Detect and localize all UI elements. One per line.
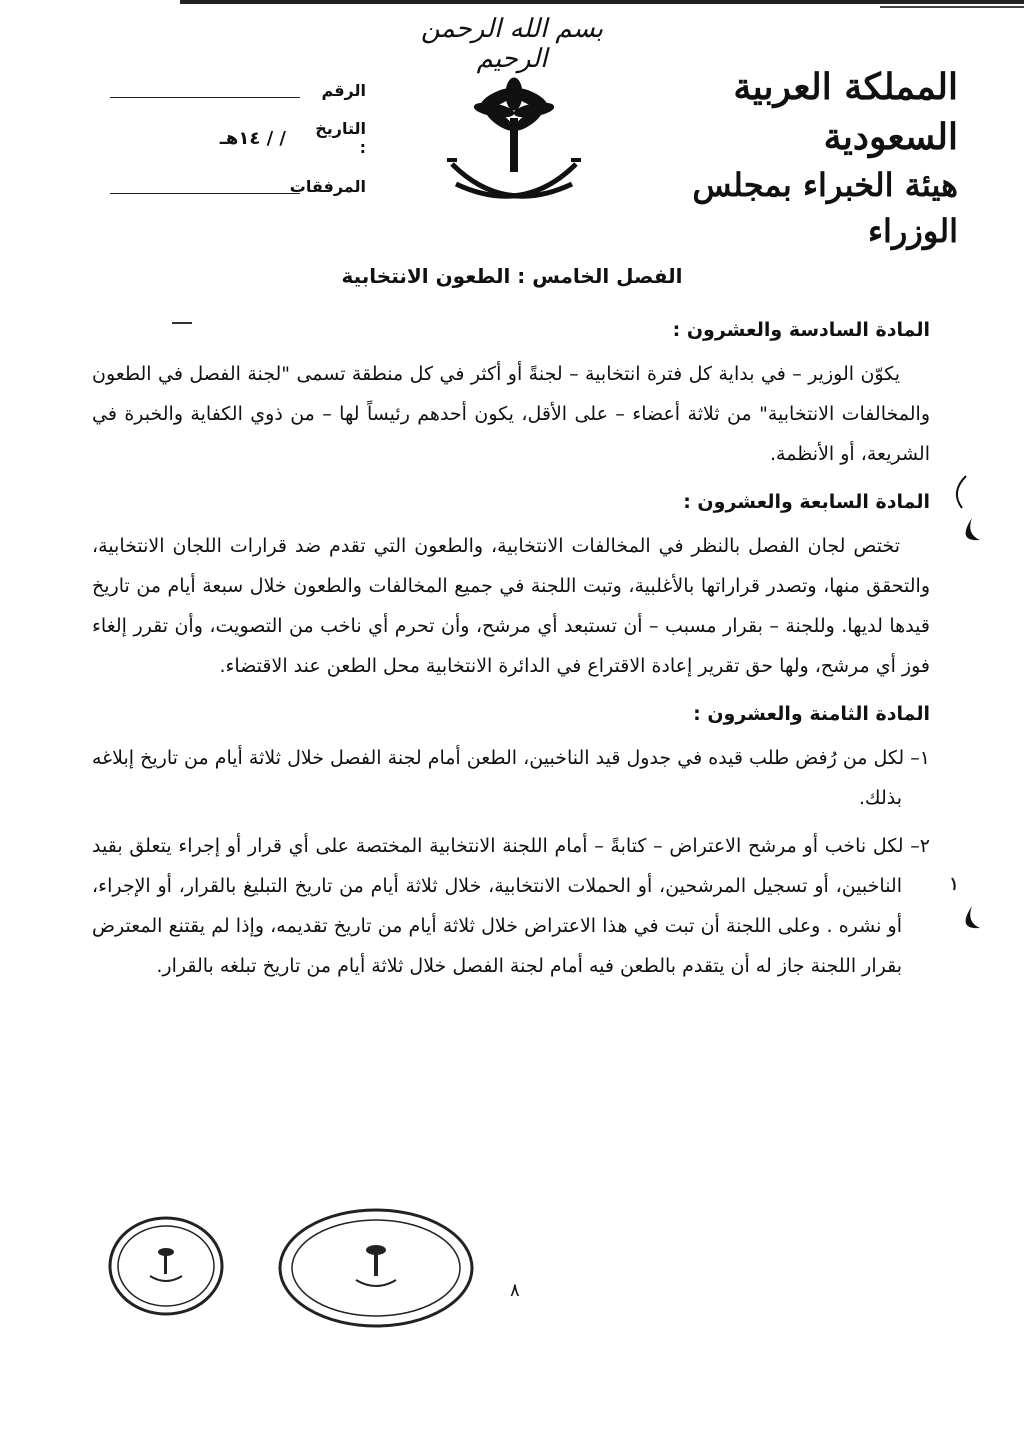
org-country-name: المملكة العربية السعودية <box>733 66 958 158</box>
date-row <box>66 114 366 162</box>
article-26-paragraph: يكوّن الوزير – في بداية كل فترة انتخابية – لجنةً أو أكثر في كل منطقة تسمى "لجنة الفصل في الطعون والمخالفات الانتخابية" من ثلاثة أعضاء – على الأقل، يكون أحدهم رئيساً لها – من ذوي الكفاية والخبرة في الشريعة، أو الأنظمة. <box>92 363 930 465</box>
article-28-title: المادة الثامنة والعشرون : <box>693 703 930 725</box>
date-value: / / ١٤هـ <box>219 127 286 149</box>
article-27-title: المادة السابعة والعشرون : <box>683 491 930 513</box>
left-stamp <box>106 1214 226 1318</box>
margin-bracket-mark-2 <box>946 876 982 936</box>
organization-heading <box>628 62 958 254</box>
basmala: بسم الله الرحمن الرحيم <box>420 14 604 74</box>
ref-number-blank <box>110 83 300 98</box>
attachments-label: المرفقات <box>289 176 366 196</box>
margin-bracket-mark <box>946 470 982 550</box>
document-body <box>92 310 930 994</box>
center-stamp <box>276 1206 476 1330</box>
article-26-title: المادة السادسة والعشرون : <box>672 319 930 341</box>
org-agency-name: هيئة الخبراء بمجلس الوزراء <box>692 166 958 250</box>
top-border-line-secondary <box>880 6 1024 8</box>
page-number: ٨ <box>510 1280 520 1301</box>
article-28-item-1: ١– لكل من رُفض طلب قيده في جدول قيد الناخبين، الطعن أمام لجنة الفصل خلال ثلاثة أيام من تاريخ إبلاغه بذلك. <box>92 747 930 809</box>
chapter-title: الفصل الخامس : الطعون الانتخابية <box>341 264 683 288</box>
top-border-line <box>180 0 1024 4</box>
article-27-paragraph: تختص لجان الفصل بالنظر في المخالفات الانتخابية، والطعون التي تقدم ضد قرارات اللجان الانتخابية، والتحقق منها، وتصدر قراراتها بالأغلبية، وتبت اللجنة في جميع المخالفات والطعون خلال سبعة أيام من تاريخ قيدها لديها. وللجنة – بقرار مسبب – أن تستبعد أي مرشح، وأن تحرم أي ناخب من التصويت، وأن تقرر إلغاء فوز أي مرشح، ولها حق تقرير إعادة الاقتراع في الدائرة الانتخابية محل الطعن عند الاقتضاء. <box>92 535 930 677</box>
ref-number-label: الرقم <box>321 80 366 100</box>
saudi-emblem-icon <box>444 66 584 216</box>
article-28-item-2: ٢– لكل ناخب أو مرشح الاعتراض – كتابةً – أمام اللجنة الانتخابية المختصة على أي قرار أو إجراء يتعلق بقيد الناخبين، أو تسجيل المرشحين، أو الحملات الانتخابية، خلال ثلاثة أيام من تاريخ التبليغ بالقرار، أو الإجراء، أو نشره . وعلى اللجنة أن تبت في هذا الاعتراض خلال ثلاثة أيام من تاريخ تقديمه، وإذا لم يقتنع المعترض بقرار اللجنة جاز له أن يتقدم بالطعن فيه أمام لجنة الفصل خلال ثلاثة أيام من تاريخ تبلغه بالقرار. <box>92 835 930 977</box>
ref-number-row <box>66 66 366 114</box>
attachments-row <box>66 162 366 210</box>
date-label: التاريخ : <box>315 119 366 157</box>
reference-block <box>66 66 366 210</box>
attachments-blank <box>110 179 300 194</box>
